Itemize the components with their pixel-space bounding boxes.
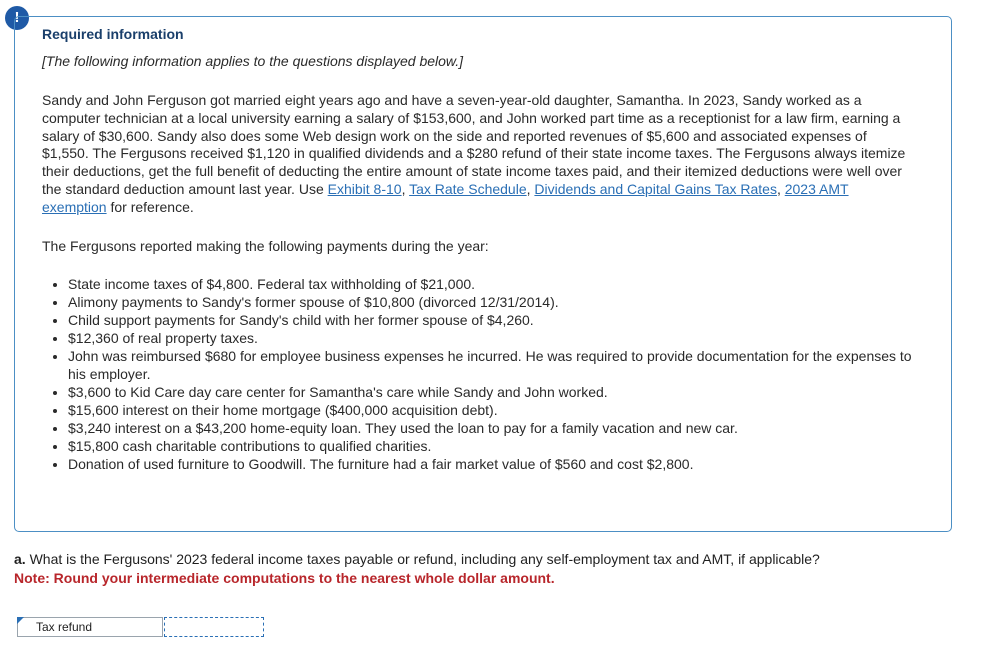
answer-row-label: Tax refund xyxy=(17,617,163,637)
list-item: • $3,600 to Kid Care day care center for Samantha's care while Sandy and John worked. xyxy=(68,383,912,401)
question-note: Note: Round your intermediate computations to the nearest whole dollar amount. xyxy=(14,570,555,586)
question-letter: a. xyxy=(14,551,26,567)
panel-subtitle: [The following information applies to the questions displayed below.] xyxy=(42,53,464,69)
panel-title: Required information xyxy=(42,26,184,42)
list-item: • $3,240 interest on a $43,200 home-equity loan. They used the loan to pay for a family vacation and new car. xyxy=(68,419,912,437)
list-item: • $12,360 of real property taxes. xyxy=(68,329,912,347)
list-item: • Child support payments for Sandy's child with her former spouse of $4,260. xyxy=(68,311,912,329)
list-item: • $15,600 interest on their home mortgage ($400,000 acquisition debt). xyxy=(68,401,912,419)
alert-icon: ! xyxy=(5,6,29,30)
list-item: • John was reimbursed $680 for employee business expenses he incurred. He was required to provide documentation for the expenses to his employer. xyxy=(68,347,912,383)
row-marker-icon xyxy=(17,617,24,624)
link-separator: , xyxy=(526,180,535,197)
list-item: • Alimony payments to Sandy's former spouse of $10,800 (divorced 12/31/2014). xyxy=(68,293,912,311)
list-item: • Donation of used furniture to Goodwill. The furniture had a fair market value of $560 and cost $2,800. xyxy=(68,455,912,473)
payments-intro: The Fergusons reported making the following payments during the year: xyxy=(42,238,489,254)
link-separator: , xyxy=(776,180,785,197)
paragraph-text: Sandy and John Ferguson got married eight years ago and have a seven-year-old daughter, Samantha. In 2023, Sandy worked as a computer technician at a local university earning a salary of $153,600, and John worked part time as a receptionist for a law firm, earning a salary of $30,600. Sandy also does some Web design work on the side and reported revenues of $5,600 and associated expenses of $1,550. The Fergusons received $1,120 in qualified dividends and a $280 refund of their state income taxes. The Fergusons always itemize their deductions, get the full benefit of deducting the entire amount of state income taxes paid, and their itemized deductions were well over the standard deduction amount last year. Use xyxy=(42,92,906,197)
list-item: • State income taxes of $4,800. Federal tax withholding of $21,000. xyxy=(68,275,912,293)
scenario-paragraph xyxy=(42,92,912,217)
link-dividends-capital-gains[interactable]: Dividends and Capital Gains Tax Rates xyxy=(534,180,777,197)
link-separator: , xyxy=(401,180,410,197)
link-amt-exemption[interactable]: 2023 AMT exemption xyxy=(42,180,849,215)
link-exhibit-8-10[interactable]: Exhibit 8-10 xyxy=(327,180,402,197)
link-tax-rate-schedule[interactable]: Tax Rate Schedule xyxy=(409,180,527,197)
payments-list xyxy=(42,275,912,473)
tax-refund-input[interactable] xyxy=(164,617,264,637)
question-a xyxy=(14,551,964,567)
question-text: What is the Fergusons' 2023 federal income taxes payable or refund, including any self-employment tax and AMT, if applicable? xyxy=(25,551,820,567)
paragraph-end: for reference. xyxy=(106,198,194,215)
list-item: • $15,800 cash charitable contributions to qualified charities. xyxy=(68,437,912,455)
